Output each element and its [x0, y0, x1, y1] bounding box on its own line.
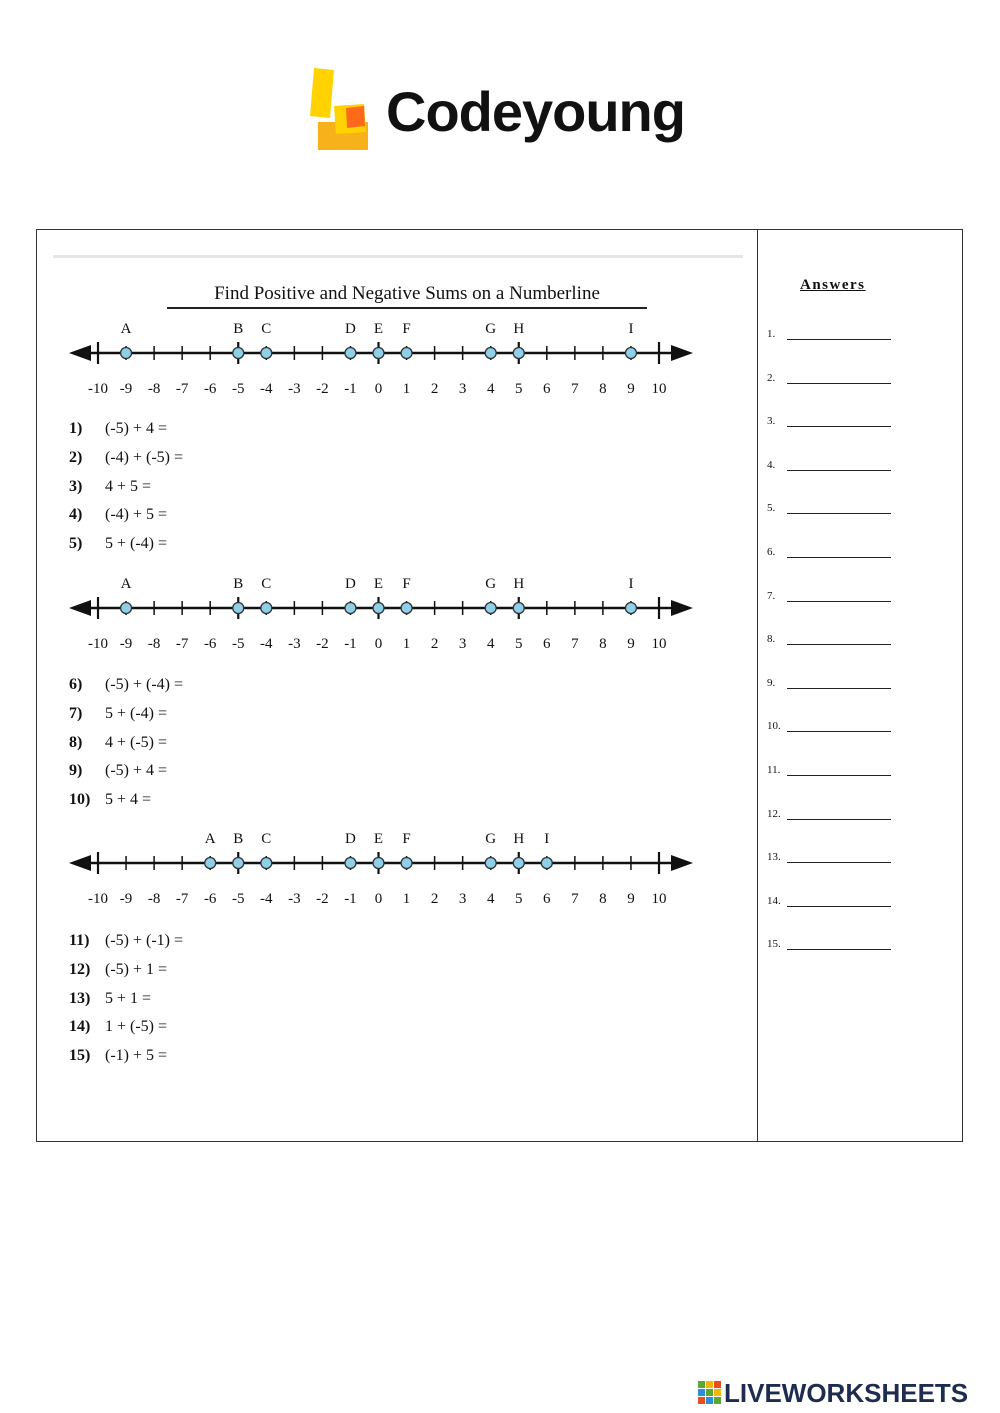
number-line-2 — [65, 575, 695, 652]
point-d — [345, 858, 356, 869]
point-c — [261, 603, 272, 614]
answer-row — [767, 540, 897, 560]
right-arrow-icon — [671, 600, 693, 616]
point-label: B — [233, 321, 244, 337]
answer-row — [767, 627, 897, 647]
point-b — [233, 858, 244, 869]
tick-label: 0 — [374, 381, 383, 397]
tick-label: -10 — [88, 381, 108, 397]
problem-row — [69, 478, 183, 507]
tick-label: -8 — [147, 381, 161, 397]
tick-label: 7 — [571, 636, 579, 652]
point-label: I — [544, 831, 550, 847]
point-label: A — [120, 576, 132, 592]
liveworksheets-icon — [698, 1381, 722, 1405]
tick-label: -9 — [119, 381, 133, 397]
tick-label: 3 — [458, 891, 467, 907]
problem-expression: 4 + 5 = — [105, 477, 152, 495]
tick-label: 8 — [599, 636, 607, 652]
point-i — [541, 858, 552, 869]
problem-row — [69, 1047, 183, 1076]
point-f — [401, 348, 412, 359]
tick-label: 6 — [543, 636, 551, 652]
answer-number: 11. — [767, 764, 781, 776]
answer-blank[interactable] — [787, 383, 891, 384]
problem-expression: (-5) + 4 = — [105, 762, 168, 780]
problem-group-3 — [69, 932, 183, 1076]
point-label: H — [513, 831, 525, 847]
problem-row — [69, 535, 183, 564]
problem-group-2 — [69, 676, 183, 820]
answer-number: 5. — [767, 502, 776, 515]
answer-blank[interactable] — [787, 775, 891, 776]
answer-blank[interactable] — [787, 731, 891, 732]
tick-label: 10 — [651, 891, 667, 907]
point-h — [513, 858, 524, 869]
answer-row — [767, 845, 897, 865]
left-arrow-icon — [69, 855, 91, 871]
answer-blank[interactable] — [787, 862, 891, 863]
tick-label: 9 — [627, 891, 635, 907]
tick-label: -3 — [288, 636, 301, 652]
answer-number: 14. — [767, 894, 781, 907]
tick-label: -4 — [260, 891, 273, 907]
point-label: C — [261, 576, 272, 592]
tick-label: 3 — [458, 381, 467, 397]
tick-label: 4 — [486, 381, 495, 397]
tick-label: 2 — [430, 891, 439, 907]
worksheet-title: Find Positive and Negative Sums on a Numberline — [167, 283, 647, 309]
tick-label: -5 — [232, 381, 245, 397]
problem-expression: 5 + (-4) = — [105, 535, 168, 553]
point-h — [513, 348, 524, 359]
codeyoung-logo-icon — [308, 66, 378, 156]
problem-number: 4) — [69, 506, 83, 524]
problem-number: 12) — [69, 960, 91, 978]
tick-label: -8 — [147, 891, 161, 907]
answer-blank[interactable] — [787, 906, 891, 907]
tick-label: -7 — [175, 381, 189, 397]
number-line-3 — [65, 830, 695, 907]
point-label: D — [345, 321, 356, 337]
tick-label: 6 — [543, 381, 551, 397]
tick-label: -9 — [119, 891, 133, 907]
point-i — [625, 348, 636, 359]
point-g — [485, 858, 496, 869]
point-label: E — [373, 576, 384, 592]
point-g — [485, 603, 496, 614]
problem-number: 7) — [69, 704, 83, 722]
problem-number: 1) — [69, 420, 83, 437]
tick-label: -7 — [175, 636, 189, 652]
answer-row — [767, 932, 897, 952]
point-b — [233, 603, 244, 614]
problem-expression: (-5) + 4 = — [105, 420, 168, 437]
tick-label: -3 — [288, 381, 301, 397]
point-label: B — [233, 576, 244, 592]
tick-label: -2 — [316, 891, 329, 907]
tick-label: 8 — [599, 891, 607, 907]
tick-label: 5 — [515, 381, 523, 397]
codeyoung-logo — [308, 66, 698, 166]
point-e — [373, 858, 384, 869]
answers-title: Answers — [800, 277, 866, 293]
point-b — [233, 348, 244, 359]
tick-label: 10 — [651, 636, 667, 652]
tick-label: -6 — [203, 381, 217, 397]
worksheet-frame — [36, 229, 963, 1142]
problem-expression: (-4) + (-5) = — [105, 448, 184, 466]
point-a — [205, 858, 216, 869]
answer-row — [767, 889, 897, 909]
problem-row — [69, 676, 183, 705]
answer-row — [767, 758, 897, 778]
point-label: C — [261, 321, 272, 337]
point-d — [345, 348, 356, 359]
problem-number: 6) — [69, 676, 83, 693]
tick-label: -6 — [203, 891, 217, 907]
tick-label: 9 — [627, 636, 635, 652]
answer-number: 12. — [767, 807, 781, 820]
problem-row — [69, 734, 183, 763]
answer-blank[interactable] — [787, 644, 891, 645]
point-e — [373, 603, 384, 614]
answer-blank[interactable] — [787, 557, 891, 558]
tick-label: -5 — [232, 891, 245, 907]
problem-number: 11) — [69, 932, 90, 949]
answer-number: 3. — [767, 415, 776, 428]
tick-label: 2 — [430, 381, 439, 397]
answer-row — [767, 584, 897, 604]
answer-row — [767, 671, 897, 691]
column-divider — [757, 230, 758, 1141]
answer-blank[interactable] — [787, 688, 891, 689]
problem-expression: 5 + (-4) = — [105, 704, 168, 722]
top-rule — [53, 255, 743, 258]
point-label: G — [485, 831, 497, 847]
problem-expression: (-5) + (-4) = — [105, 676, 184, 693]
problem-row — [69, 791, 183, 820]
problem-expression: 5 + 4 = — [105, 791, 152, 809]
tick-label: -8 — [147, 636, 161, 652]
tick-label: 9 — [627, 381, 635, 397]
right-arrow-icon — [671, 345, 693, 361]
point-label: G — [485, 321, 497, 337]
point-i — [625, 603, 636, 614]
point-g — [485, 348, 496, 359]
tick-label: -10 — [88, 891, 108, 907]
tick-label: 0 — [374, 891, 383, 907]
tick-label: 7 — [571, 381, 579, 397]
point-label: D — [345, 831, 356, 847]
answer-number: 2. — [767, 371, 776, 384]
point-label: F — [402, 321, 411, 337]
problem-expression: 4 + (-5) = — [105, 733, 168, 751]
problem-row — [69, 705, 183, 734]
problem-row — [69, 449, 183, 478]
point-label: A — [204, 831, 216, 847]
point-label: A — [120, 321, 132, 337]
tick-label: -7 — [175, 891, 189, 907]
problem-row — [69, 1018, 183, 1047]
point-d — [345, 603, 356, 614]
left-arrow-icon — [69, 600, 91, 616]
problem-number: 3) — [69, 477, 83, 495]
tick-label: -2 — [316, 636, 329, 652]
answer-row — [767, 409, 897, 429]
point-label: E — [373, 831, 384, 847]
answer-number: 4. — [767, 458, 776, 471]
problem-number: 14) — [69, 1018, 91, 1036]
answer-row — [767, 366, 897, 386]
point-label: F — [402, 576, 411, 592]
point-f — [401, 858, 412, 869]
problem-number: 2) — [69, 448, 83, 466]
tick-label: -6 — [203, 636, 217, 652]
liveworksheets-text: LIVEWORKSHEETS — [724, 1378, 969, 1408]
tick-label: 3 — [458, 636, 467, 652]
tick-label: 0 — [374, 636, 383, 652]
problem-number: 9) — [69, 762, 83, 780]
answer-blank[interactable] — [787, 949, 891, 950]
problem-expression: (-5) + 1 = — [105, 960, 168, 978]
tick-label: 10 — [651, 381, 667, 397]
answer-number: 9. — [767, 676, 776, 689]
problem-row — [69, 961, 183, 990]
problem-expression: 5 + 1 = — [105, 989, 152, 1007]
answer-number: 15. — [767, 938, 781, 951]
tick-label: -3 — [288, 891, 301, 907]
problem-row — [69, 420, 183, 449]
tick-label: -1 — [344, 636, 357, 652]
problem-expression: (-4) + 5 = — [105, 506, 168, 524]
answer-row — [767, 802, 897, 822]
left-arrow-icon — [69, 345, 91, 361]
point-label: E — [373, 321, 384, 337]
problem-number: 15) — [69, 1047, 91, 1065]
answer-blank[interactable] — [787, 470, 891, 471]
tick-label: 5 — [515, 891, 523, 907]
tick-label: 4 — [486, 636, 495, 652]
point-label: F — [402, 831, 411, 847]
answer-number: 7. — [767, 589, 776, 602]
tick-label: 2 — [430, 636, 439, 652]
tick-label: 6 — [543, 891, 551, 907]
answer-row — [767, 714, 897, 734]
point-f — [401, 603, 412, 614]
point-a — [121, 348, 132, 359]
answer-blank[interactable] — [787, 513, 891, 514]
point-a — [121, 603, 132, 614]
answer-blank[interactable] — [787, 819, 891, 820]
problem-expression: (-5) + (-1) = — [105, 932, 184, 949]
tick-label: 1 — [402, 636, 411, 652]
tick-label: -2 — [316, 381, 329, 397]
point-label: I — [628, 321, 634, 337]
problem-row — [69, 932, 183, 961]
point-label: H — [513, 321, 525, 337]
answer-blank[interactable] — [787, 339, 891, 340]
problem-group-1 — [69, 420, 183, 564]
tick-label: -9 — [119, 636, 133, 652]
point-label: I — [628, 576, 634, 592]
point-label: C — [261, 831, 272, 847]
problem-number: 8) — [69, 733, 83, 751]
answer-number: 6. — [767, 546, 776, 558]
point-label: B — [233, 831, 244, 847]
problem-row — [69, 506, 183, 535]
answer-row — [767, 453, 897, 473]
number-line-1 — [65, 320, 695, 397]
point-label: D — [345, 576, 356, 592]
point-h — [513, 603, 524, 614]
tick-label: -1 — [344, 891, 357, 907]
tick-label: -4 — [260, 381, 273, 397]
point-c — [261, 348, 272, 359]
tick-label: 7 — [571, 891, 579, 907]
tick-label: 5 — [515, 636, 523, 652]
point-label: H — [513, 576, 525, 592]
answer-row — [767, 322, 897, 342]
problem-expression: 1 + (-5) = — [105, 1018, 168, 1036]
right-arrow-icon — [671, 855, 693, 871]
answer-row — [767, 496, 897, 516]
problem-number: 13) — [69, 989, 91, 1007]
point-c — [261, 858, 272, 869]
answer-number: 10. — [767, 720, 781, 733]
tick-label: -4 — [260, 636, 273, 652]
tick-label: 8 — [599, 381, 607, 397]
problem-expression: (-1) + 5 = — [105, 1047, 168, 1065]
problem-number: 5) — [69, 535, 83, 553]
problem-row — [69, 762, 183, 791]
tick-label: 1 — [402, 891, 411, 907]
answer-number: 1. — [767, 328, 776, 340]
tick-label: -1 — [344, 381, 357, 397]
point-e — [373, 348, 384, 359]
tick-label: -10 — [88, 636, 108, 652]
problem-number: 10) — [69, 791, 91, 809]
answer-blank[interactable] — [787, 426, 891, 427]
tick-label: -5 — [232, 636, 245, 652]
tick-label: 1 — [402, 381, 411, 397]
tick-label: 4 — [486, 891, 495, 907]
answer-number: 13. — [767, 851, 781, 864]
point-label: G — [485, 576, 497, 592]
answer-number: 8. — [767, 633, 776, 646]
logo-text: Codeyoung — [386, 80, 685, 143]
problem-row — [69, 990, 183, 1019]
answer-blank[interactable] — [787, 601, 891, 602]
